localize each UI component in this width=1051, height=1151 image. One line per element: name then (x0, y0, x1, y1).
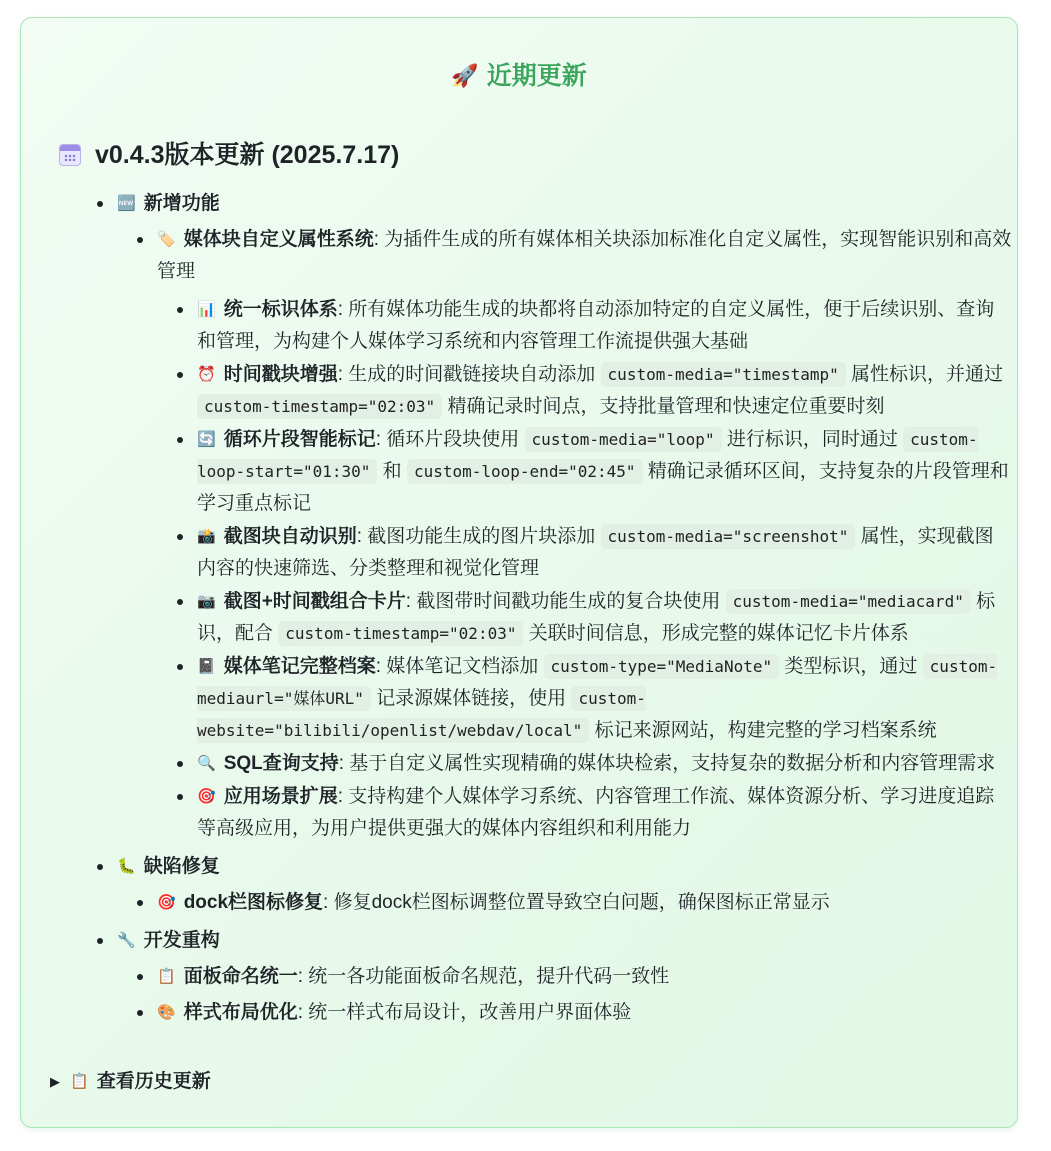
item-text: 类型标识，通过 (779, 656, 923, 677)
page-title (21, 60, 1017, 92)
item-title: 截图块自动识别 (223, 526, 357, 547)
new-icon: 🆕 (117, 195, 136, 212)
code-snippet: custom-media="timestamp" (601, 362, 846, 387)
clipboard-icon: 📋 (70, 1073, 89, 1090)
section-title: 缺陷修复 (143, 856, 220, 877)
chart-icon: 📊 (197, 301, 216, 318)
list-item (197, 294, 1012, 358)
attribute-list (157, 294, 1017, 845)
item-text: : 循环片段块使用 (375, 429, 525, 450)
history-label[interactable]: 查看历史更新 (96, 1071, 211, 1092)
notebook-icon: 📓 (197, 658, 216, 675)
version-heading-text: v0.4.3版本更新 (2025.7.17) (95, 141, 400, 169)
item-text: 精确记录循环区间，支持复杂的片段管理和学习重点标记 (197, 461, 1009, 514)
code-snippet: custom-type="MediaNote" (544, 654, 780, 679)
clipboard-icon: 📋 (157, 968, 176, 985)
item-text: : 所有媒体功能生成的块都将自动添加特定的自定义属性，便于后续识别、查询和管理，为构建个人媒体学习系统和内容管理工作流提供强大基础 (197, 299, 995, 352)
item-text: : 支持构建个人媒体学习系统、内容管理工作流、媒体资源分析、学习进度追踪等高级应用，为用户提供更强大的媒体内容组织和利用能力 (197, 786, 995, 839)
palette-icon: 🎨 (157, 1004, 176, 1021)
item-text: : 媒体笔记文档添加 (375, 656, 544, 677)
item-text: 记录源媒体链接，使用 (370, 688, 572, 709)
page-title-text: 近期更新 (486, 62, 587, 90)
item-text: : 统一各功能面板命名规范，提升代码一致性 (297, 966, 670, 987)
code-snippet: custom-timestamp="02:03" (278, 621, 523, 646)
item-title: 应用场景扩展 (223, 786, 338, 807)
alarm-clock-icon: ⏰ (197, 366, 216, 383)
list-item (197, 586, 1012, 650)
item-text: : 修复dock栏图标调整位置导致空白问题，确保图标正常显示 (323, 892, 830, 913)
item-text: 属性，实现截图内容的快速筛选、分类整理和视觉化管理 (197, 526, 994, 579)
wrench-icon: 🔧 (117, 932, 136, 949)
bug-icon: 🐛 (117, 858, 136, 875)
version-heading (59, 138, 399, 172)
bug-fix-list (117, 887, 1017, 919)
list-item (157, 997, 1017, 1029)
item-text: : 截图功能生成的图片块添加 (356, 526, 601, 547)
list-item (197, 781, 1012, 845)
camera-icon: 📷 (197, 593, 216, 610)
item-text: : 基于自定义属性实现精确的媒体块检索，支持复杂的数据分析和内容管理需求 (338, 753, 996, 774)
rocket-icon: 🚀 (451, 63, 479, 88)
item-title: 媒体笔记完整档案 (223, 656, 376, 677)
target-icon: 🎯 (157, 894, 176, 911)
item-text: 进行标识，同时通过 (721, 429, 904, 450)
item-title: 时间戳块增强 (223, 364, 338, 385)
list-item (157, 224, 1017, 845)
item-title: dock栏图标修复 (183, 892, 324, 913)
new-features-list (117, 224, 1017, 845)
item-text: : 统一样式布局设计，改善用户界面体验 (297, 1002, 632, 1023)
section-new-features (117, 188, 1017, 845)
list-item (157, 961, 1017, 993)
item-title: 截图+时间戳组合卡片 (223, 591, 406, 612)
item-title: 统一标识体系 (223, 299, 338, 320)
section-refactor (117, 925, 1017, 1029)
camera-flash-icon: 📸 (197, 528, 216, 545)
item-title: 样式布局优化 (183, 1002, 298, 1023)
section-bug-fixes (117, 851, 1017, 919)
item-title: SQL查询支持 (223, 753, 339, 774)
list-item (157, 887, 1017, 919)
item-title: 循环片段智能标记 (223, 429, 376, 450)
list-item (197, 651, 1012, 747)
refactor-list (117, 961, 1017, 1029)
code-snippet: custom-media="loop" (525, 427, 722, 452)
magnifier-icon: 🔍 (197, 755, 216, 772)
item-text: 关联时间信息，形成完整的媒体记忆卡片体系 (523, 623, 909, 644)
section-title: 开发重构 (143, 930, 220, 951)
history-toggle[interactable] (50, 1066, 211, 1098)
code-snippet: custom-loop-start="01:30" (197, 427, 978, 484)
item-text: 标记来源网站，构建完整的学习档案系统 (589, 720, 937, 741)
loop-icon: 🔄 (197, 431, 216, 448)
item-text: : 生成的时间戳链接块自动添加 (337, 364, 601, 385)
section-list (21, 188, 1017, 1029)
code-snippet: custom-media="mediacard" (726, 589, 971, 614)
update-card (20, 17, 1018, 1128)
code-snippet: custom-timestamp="02:03" (197, 394, 442, 419)
target-icon: 🎯 (197, 788, 216, 805)
code-snippet: custom-media="screenshot" (601, 524, 856, 549)
update-content (21, 188, 1017, 1035)
item-text: 和 (377, 461, 407, 482)
item-title: 面板命名统一 (183, 966, 298, 987)
item-text: 标识，配合 (197, 591, 996, 644)
item-text: : 截图带时间戳功能生成的复合块使用 (405, 591, 726, 612)
list-item (197, 424, 1012, 520)
list-item (197, 359, 1012, 423)
calendar-icon (59, 144, 81, 166)
list-item (197, 748, 1012, 780)
list-item (197, 521, 1012, 585)
code-snippet: custom-website="bilibili/openlist/webdav/local" (197, 686, 646, 743)
item-title: 媒体块自定义属性系统 (183, 229, 374, 250)
code-snippet: custom-loop-end="02:45" (407, 459, 643, 484)
section-title: 新增功能 (143, 193, 220, 214)
label-icon: 🏷️ (157, 231, 176, 248)
triangle-right-icon[interactable]: ▶ (50, 1074, 60, 1089)
code-snippet: custom-mediaurl="媒体URL" (197, 654, 997, 711)
item-text: : 为插件生成的所有媒体相关块添加标准化自定义属性，实现智能识别和高效管理 (157, 229, 1012, 282)
item-text: 精确记录时间点，支持批量管理和快速定位重要时刻 (442, 396, 885, 417)
item-text: 属性标识，并通过 (845, 364, 1004, 385)
